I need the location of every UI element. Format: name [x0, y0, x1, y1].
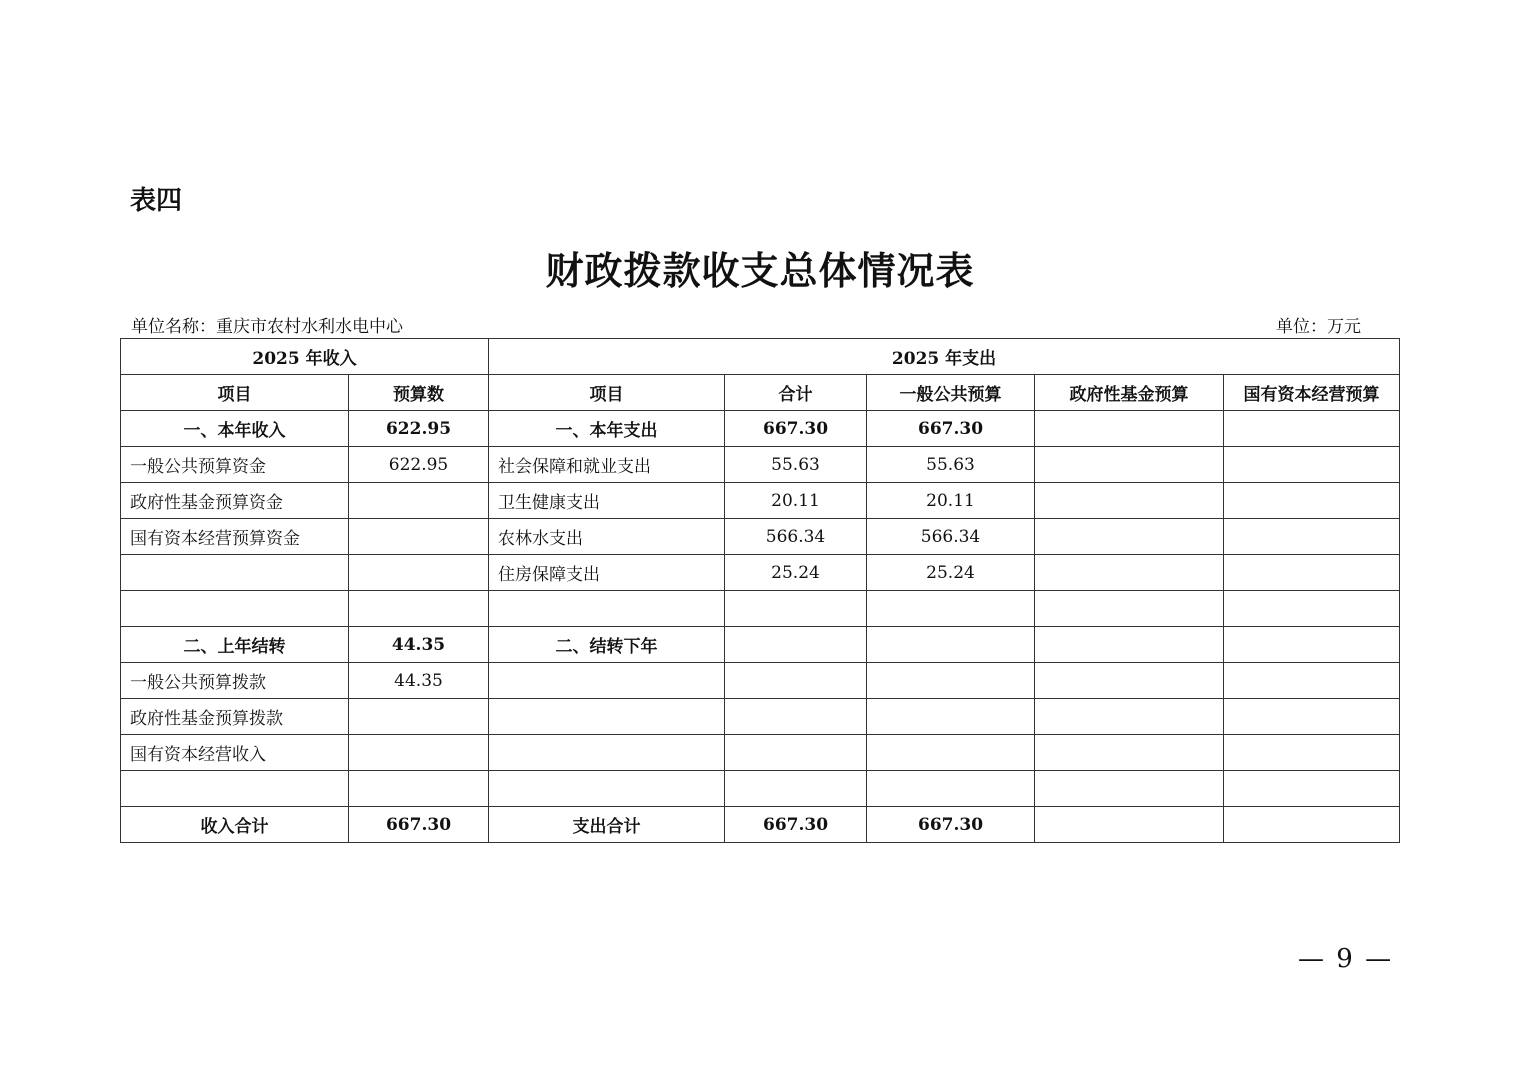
- table-cell: 25.24: [725, 555, 867, 591]
- table-row: [121, 447, 1400, 483]
- table-cell: [1224, 447, 1400, 483]
- table-cell: 国有资本经营收入: [121, 735, 349, 771]
- column-header-row: [121, 375, 1400, 411]
- table-row: [121, 807, 1400, 843]
- table-cell: [349, 735, 489, 771]
- table-cell: [349, 771, 489, 807]
- table-cell: [725, 663, 867, 699]
- table-cell: [1035, 555, 1224, 591]
- table-cell: [1035, 447, 1224, 483]
- table-cell: 政府性基金预算资金: [121, 483, 349, 519]
- table-cell: [121, 591, 349, 627]
- table-cell: 20.11: [725, 483, 867, 519]
- table-cell: [489, 735, 725, 771]
- table-row: [121, 483, 1400, 519]
- table-cell: 支出合计: [489, 807, 725, 843]
- table-cell: [1224, 519, 1400, 555]
- table-cell: [867, 699, 1035, 735]
- table-cell: [1035, 483, 1224, 519]
- table-row: [121, 735, 1400, 771]
- table-cell: 一、本年支出: [489, 411, 725, 447]
- column-header: 国有资本经营预算: [1224, 375, 1400, 411]
- table-cell: [725, 699, 867, 735]
- table-cell: [489, 663, 725, 699]
- table-cell: 20.11: [867, 483, 1035, 519]
- table-cell: [349, 699, 489, 735]
- section-header-row: [121, 339, 1400, 375]
- table-cell: [1224, 735, 1400, 771]
- table-cell: [489, 699, 725, 735]
- table-cell: 667.30: [867, 411, 1035, 447]
- table-cell: [1224, 627, 1400, 663]
- table-cell: [1035, 699, 1224, 735]
- table-cell: [1224, 771, 1400, 807]
- table-cell: [1224, 483, 1400, 519]
- column-header: 项目: [489, 375, 725, 411]
- table-cell: [349, 555, 489, 591]
- table-cell: 二、结转下年: [489, 627, 725, 663]
- table-cell: [121, 771, 349, 807]
- table-cell: [1035, 771, 1224, 807]
- table-cell: 667.30: [725, 411, 867, 447]
- table-cell: [867, 771, 1035, 807]
- table-cell: [867, 591, 1035, 627]
- table-cell: 25.24: [867, 555, 1035, 591]
- table-row: [121, 699, 1400, 735]
- table-cell: 国有资本经营预算资金: [121, 519, 349, 555]
- table-row: [121, 519, 1400, 555]
- table-cell: 55.63: [867, 447, 1035, 483]
- page-number: — 9 —: [1298, 944, 1394, 974]
- table-cell: 667.30: [725, 807, 867, 843]
- table-cell: [867, 627, 1035, 663]
- table-cell: 二、上年结转: [121, 627, 349, 663]
- budget-table: [120, 338, 1400, 843]
- table-cell: [1035, 663, 1224, 699]
- table-cell: [489, 771, 725, 807]
- table-cell: [349, 483, 489, 519]
- table-cell: 卫生健康支出: [489, 483, 725, 519]
- table-cell: 566.34: [867, 519, 1035, 555]
- table-cell: 收入合计: [121, 807, 349, 843]
- table-cell: [1224, 591, 1400, 627]
- table-row: [121, 663, 1400, 699]
- unit-name-label: 单位名称：重庆市农村水利水电中心: [131, 317, 403, 337]
- table-row: [121, 411, 1400, 447]
- table-cell: 667.30: [349, 807, 489, 843]
- table-row: [121, 555, 1400, 591]
- table-cell: 667.30: [867, 807, 1035, 843]
- page-title: 财政拨款收支总体情况表: [545, 248, 975, 293]
- table-cell: [1224, 411, 1400, 447]
- table-cell: [1035, 627, 1224, 663]
- table-cell: 44.35: [349, 663, 489, 699]
- table-cell: 住房保障支出: [489, 555, 725, 591]
- table-cell: 一般公共预算拨款: [121, 663, 349, 699]
- table-row: [121, 771, 1400, 807]
- table-cell: [725, 591, 867, 627]
- table-number-label: 表四: [130, 186, 183, 216]
- currency-unit-label: 单位：万元: [1276, 317, 1361, 337]
- table-cell: [1224, 555, 1400, 591]
- table-cell: 一、本年收入: [121, 411, 349, 447]
- table-cell: [1035, 519, 1224, 555]
- table-cell: [1035, 807, 1224, 843]
- table-cell: [1224, 663, 1400, 699]
- table-cell: 农林水支出: [489, 519, 725, 555]
- table-cell: [349, 519, 489, 555]
- table-cell: 社会保障和就业支出: [489, 447, 725, 483]
- table-cell: [867, 663, 1035, 699]
- table-cell: 55.63: [725, 447, 867, 483]
- table-cell: 44.35: [349, 627, 489, 663]
- table-cell: 政府性基金预算拨款: [121, 699, 349, 735]
- table-cell: [725, 735, 867, 771]
- table-cell: 622.95: [349, 411, 489, 447]
- table-cell: [1035, 411, 1224, 447]
- table-cell: [489, 591, 725, 627]
- column-header: 预算数: [349, 375, 489, 411]
- expense-section-header: 2025 年支出: [489, 339, 1400, 375]
- column-header: 一般公共预算: [867, 375, 1035, 411]
- table-cell: [1224, 807, 1400, 843]
- table-cell: 一般公共预算资金: [121, 447, 349, 483]
- table-cell: [867, 735, 1035, 771]
- table-cell: [725, 627, 867, 663]
- income-section-header: 2025 年收入: [121, 339, 489, 375]
- table-cell: [1224, 699, 1400, 735]
- table-row: [121, 591, 1400, 627]
- column-header: 项目: [121, 375, 349, 411]
- table-cell: 566.34: [725, 519, 867, 555]
- table-cell: [725, 771, 867, 807]
- table-cell: [121, 555, 349, 591]
- table-cell: [349, 591, 489, 627]
- table-row: [121, 627, 1400, 663]
- table-cell: 622.95: [349, 447, 489, 483]
- table-cell: [1035, 591, 1224, 627]
- column-header: 合计: [725, 375, 867, 411]
- column-header: 政府性基金预算: [1035, 375, 1224, 411]
- table-cell: [1035, 735, 1224, 771]
